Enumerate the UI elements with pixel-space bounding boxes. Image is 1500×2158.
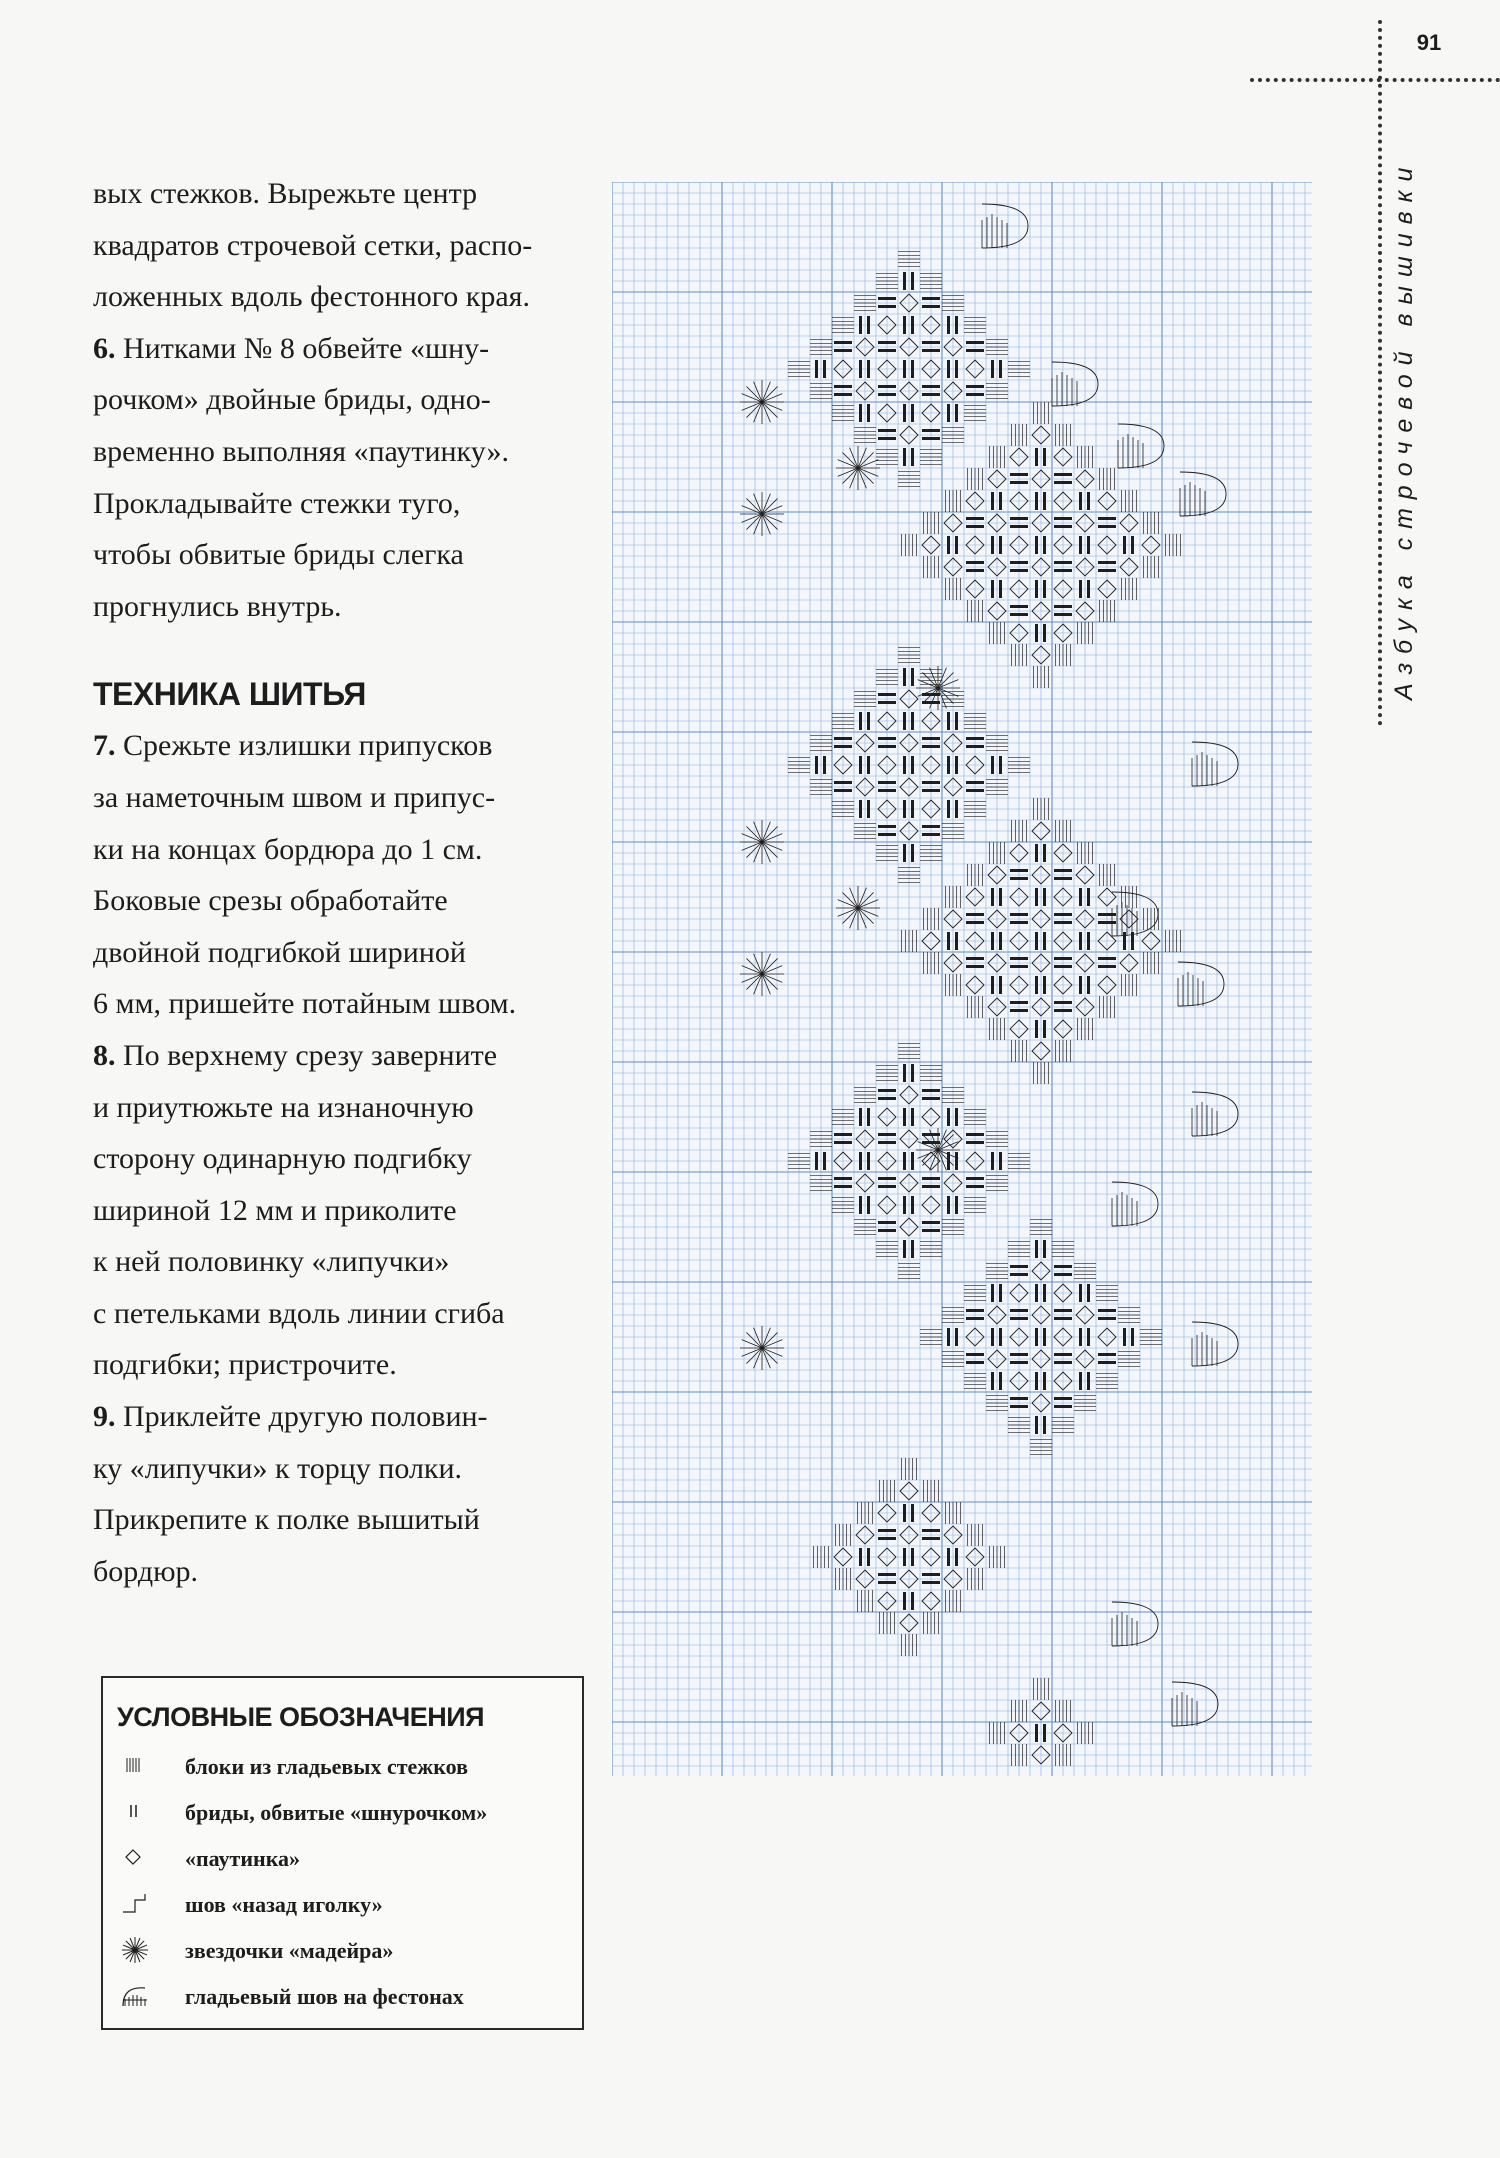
text-line (93, 720, 593, 772)
step-number: 8. (93, 1038, 116, 1072)
text-span: чтобы обвитые бриды слегка (93, 538, 464, 572)
text-line (93, 426, 593, 478)
legend-label: гладьевый шов на фестонах (185, 1984, 464, 2009)
paragraph-gap (93, 632, 593, 668)
legend-box (101, 1676, 584, 2030)
text-line (93, 374, 593, 426)
text-line (93, 581, 593, 633)
scallop-satin-icon (117, 1980, 157, 2012)
wrapped-bar-icon (117, 1796, 157, 1828)
legend-label: звездочки «мадейра» (185, 1938, 394, 1963)
text-span: ку «липучки» к торцу полки. (93, 1451, 463, 1485)
text-line (93, 478, 593, 530)
text-line (93, 220, 593, 272)
legend-label: шов «назад иголку» (185, 1892, 383, 1917)
text-span: квадратов строчевой сетки, распо- (93, 228, 533, 262)
legend-label: бриды, обвитые «шнурочком» (185, 1800, 488, 1825)
legend-item (103, 1930, 583, 1974)
madeira-star-icon (117, 1934, 157, 1966)
text-line (93, 271, 593, 323)
text-line (93, 1494, 593, 1546)
text-span: Нитками № 8 обвейте «шну- (115, 331, 490, 365)
text-span: бордюр. (93, 1554, 199, 1588)
text-line (93, 1288, 593, 1340)
text-span: двойной подгибкой шириной (93, 935, 466, 969)
backstitch-icon (117, 1888, 157, 1920)
text-line (93, 168, 593, 220)
text-span: Боковые срезы обработайте (93, 884, 448, 918)
text-span: вых стежков. Вырежьте центр (93, 177, 478, 210)
page-number: 91 (1416, 30, 1442, 55)
legend-item (103, 1884, 583, 1928)
text-span: к ней половинку «липучки» (93, 1245, 450, 1279)
text-line (93, 772, 593, 824)
text-span: ложенных вдоль фестонного края. (93, 280, 530, 314)
text-span: 6 мм, пришейте потайным швом. (93, 987, 517, 1021)
legend-label: «паутинка» (185, 1846, 301, 1871)
text-span: за наметочным швом и припус- (93, 780, 496, 814)
legend-title: УСЛОВНЫЕ ОБОЗНАЧЕНИЯ (117, 1702, 485, 1732)
text-line (93, 1185, 593, 1237)
text-line (93, 1391, 593, 1443)
text-line (93, 1443, 593, 1495)
text-span: Приклейте другую половин- (115, 1400, 488, 1434)
text-span: ТЕХНИКА ШИТЬЯ (93, 676, 366, 713)
text-span: и приутюжьте на изнаночную (93, 1090, 474, 1124)
text-line (93, 1546, 593, 1598)
text-line (93, 1339, 593, 1391)
step-number: 7. (93, 729, 116, 763)
text-line (93, 323, 593, 375)
chart-grid (612, 182, 1312, 1776)
text-span: По верхнему срезу заверните (115, 1038, 498, 1072)
text-line (93, 927, 593, 979)
header-dotted-rule (1250, 78, 1500, 82)
text-line (93, 978, 593, 1030)
text-line (93, 1082, 593, 1134)
text-span: Прокладывайте стежки туго, (93, 486, 461, 520)
text-span: сторону одинарную подгибку (93, 1142, 472, 1176)
text-line (93, 1030, 593, 1082)
text-span: шириной 12 мм и приколите (93, 1193, 457, 1227)
step-number: 6. (93, 331, 116, 365)
legend-item (103, 1746, 583, 1790)
text-span: прогнулись внутрь. (93, 589, 342, 623)
text-span: Срежьте излишки припусков (115, 729, 493, 763)
web-diamond-icon (117, 1842, 157, 1874)
text-span: Прикрепите к полке вышитый (93, 1503, 480, 1537)
legend-item (103, 1792, 583, 1836)
text-span: временно выполняя «паутинку». (93, 434, 509, 468)
step-number: 9. (93, 1400, 116, 1434)
legend-item (103, 1838, 583, 1882)
text-line (93, 529, 593, 581)
text-line (93, 1236, 593, 1288)
satin-block-icon (117, 1750, 157, 1782)
embroidery-chart (612, 182, 1312, 1776)
text-line (93, 875, 593, 927)
text-span: с петельками вдоль линии сгиба (93, 1296, 505, 1330)
section-heading (93, 668, 593, 720)
text-span: ки на концах бордюра до 1 см. (93, 832, 483, 866)
side-dotted-rule (1378, 20, 1382, 726)
text-span: рочком» двойные бриды, одно- (93, 383, 491, 417)
text-line (93, 1133, 593, 1185)
legend-label: блоки из гладьевых стежков (185, 1754, 468, 1779)
text-span: подгибки; пристрочите. (93, 1348, 397, 1382)
legend-item (103, 1976, 583, 2020)
running-title: Азбука строчевой вышивки (1390, 158, 1418, 700)
instructions-text (93, 168, 593, 1597)
text-line (93, 824, 593, 876)
